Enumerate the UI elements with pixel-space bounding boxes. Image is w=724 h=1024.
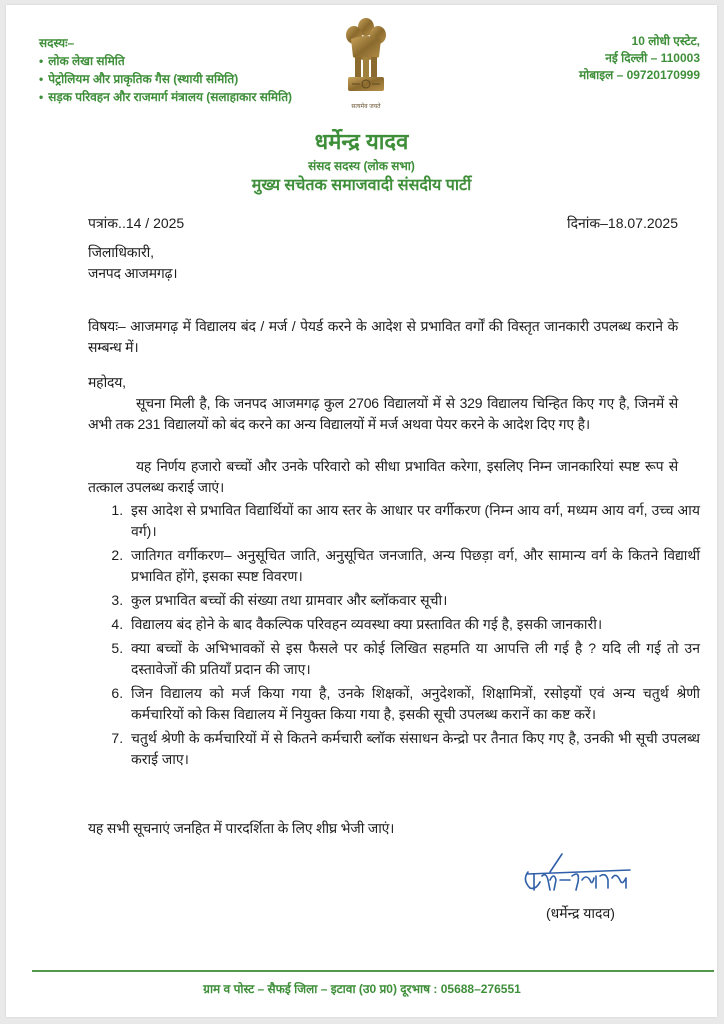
- committee-item: • सड़क परिवहन और राजमार्ग मंत्रालय (सलाहाकार समिति): [39, 88, 292, 106]
- sender-name: धर्मेन्द्र यादव: [314, 129, 409, 154]
- national-emblem: [336, 15, 396, 115]
- body-paragraph: यह निर्णय हजारो बच्चों और उनके परिवारो को सीधा प्रभावित करेगा, इसलिए निम्न जानकारियां स्पष्ट रूप से तत्काल उपलब्ध कराई जाएं।: [88, 458, 678, 495]
- request-point: 5. क्या बच्चों के अभिभावकों से इस फैसले पर कोई लिखित सहमति या आपत्ति ली गई है ? यदि ली गई तो उन दस्तावेजों की प्रतियाँ प्रदान की जाए।: [127, 638, 700, 680]
- request-point: 2. जातिगत वर्गीकरण– अनुसूचित जाति, अनुसूचित जनजाति, अन्य पिछड़ा वर्ग, और सामान्य वर्ग के कितने विद्यार्थी प्रभावित होंगे, इसका स्पष्ट विवरण।: [127, 545, 700, 587]
- office-address: [579, 33, 700, 84]
- committee-item: • पेट्रोलियम और प्राकृतिक गैस (स्थायी समिति): [39, 70, 292, 88]
- letter-date: दिनांक–18.07.2025: [566, 215, 678, 231]
- signer-name: (धर्मेन्द्र यादव): [546, 905, 615, 921]
- footer-divider: [32, 970, 714, 972]
- sender-role: संसद सदस्य (लोक सभा): [308, 159, 415, 173]
- national-emblem-icon: [343, 15, 389, 101]
- sender-party-position: मुख्य सचेतक समाजवादी संसदीय पार्टी: [251, 177, 472, 194]
- footer-address: ग्राम व पोस्ट – सैफई जिला – इटावा (उ0 प्र0) दूरभाष : 05688–276551: [203, 982, 521, 996]
- recipient: [88, 242, 678, 284]
- address-line: नई दिल्ली – 110003: [605, 51, 700, 65]
- letterhead-heading: [6, 129, 717, 197]
- recipient-line: जनपद आजमगढ़।: [88, 265, 178, 281]
- committee-list: [39, 52, 292, 106]
- signature: [520, 850, 700, 900]
- request-point: 6. जिन विद्यालय को मर्ज किया गया है, उनके शिक्षकों, अनुदेशकों, शिक्षामित्रों, रसोइयों एवं अन्य चतुर्थ श्रेणी कर्मचारियों को किस विद्यालय में नियुक्त किया गया है, इसकी सूची उपलब्ध करानें का कष्ट करें।: [127, 683, 700, 725]
- address-line: 10 लोधी एस्टेट,: [631, 34, 700, 48]
- reference-row: [88, 214, 678, 233]
- request-points-list: [105, 500, 700, 773]
- request-point: 7. चतुर्थ श्रेणी के कर्मचारियों में से कितने कर्मचारी ब्लॉक संसाधन केन्द्रो पर तैनात किए गए है, उनकी भी सूची उपलब्ध कराई जाए।: [127, 728, 700, 770]
- committee-item: • लोक लेखा समिति: [39, 52, 292, 70]
- body-paragraph: सूचना मिली है, कि जनपद आजमगढ़ कुल 2706 विद्यालयों में से 329 विद्यालय चिन्हित किए गए है, जिनमें से अभी तक 231 विद्यालयों को बंद करने का अन्य विद्यालयों में मर्ज अथवा पेयर करने के आदेश दिए गए है।: [88, 395, 678, 432]
- mobile-number: मोबाइल – 09720170999: [578, 68, 700, 82]
- request-point: 1. इस आदेश से प्रभावित विद्यार्थियों का आय स्तर के आधार पर वर्गीकरण (निम्न आय वर्ग, मध्यम आय वर्ग, उच्च आय वर्ग)।: [127, 500, 700, 542]
- committee-memberships: [39, 34, 292, 106]
- letter-subject: विषयः– आजमगढ़ में विद्यालय बंद / मर्ज / पेयर्ड करने के आदेश से प्रभावित वर्गों की विस्तृत जानकारी उपलब्ध कराने के सम्बन्ध में।: [88, 318, 678, 355]
- request-point: 4. विद्यालय बंद होने के बाद वैकल्पिक परिवहन व्यवस्था क्या प्रस्तावित की गई है, इसकी जानकारी।: [127, 614, 700, 635]
- salutation: महोदय,: [88, 374, 126, 390]
- emblem-motto: सत्यमेव जयते: [351, 104, 381, 110]
- closing-line: यह सभी सूचनाएं जनहित में पारदर्शिता के लिए शीघ्र भेजी जाएं।: [88, 820, 395, 836]
- members-label: सदस्यः–: [39, 36, 75, 50]
- recipient-line: जिलाधिकारी,: [88, 244, 154, 260]
- request-point: 3. कुल प्रभावित बच्चों की संख्या तथा ग्रामवार और ब्लॉकवार सूची।: [127, 590, 700, 611]
- handwritten-signature-icon: [520, 850, 700, 900]
- reference-number: पत्रांक..14 / 2025: [88, 215, 185, 231]
